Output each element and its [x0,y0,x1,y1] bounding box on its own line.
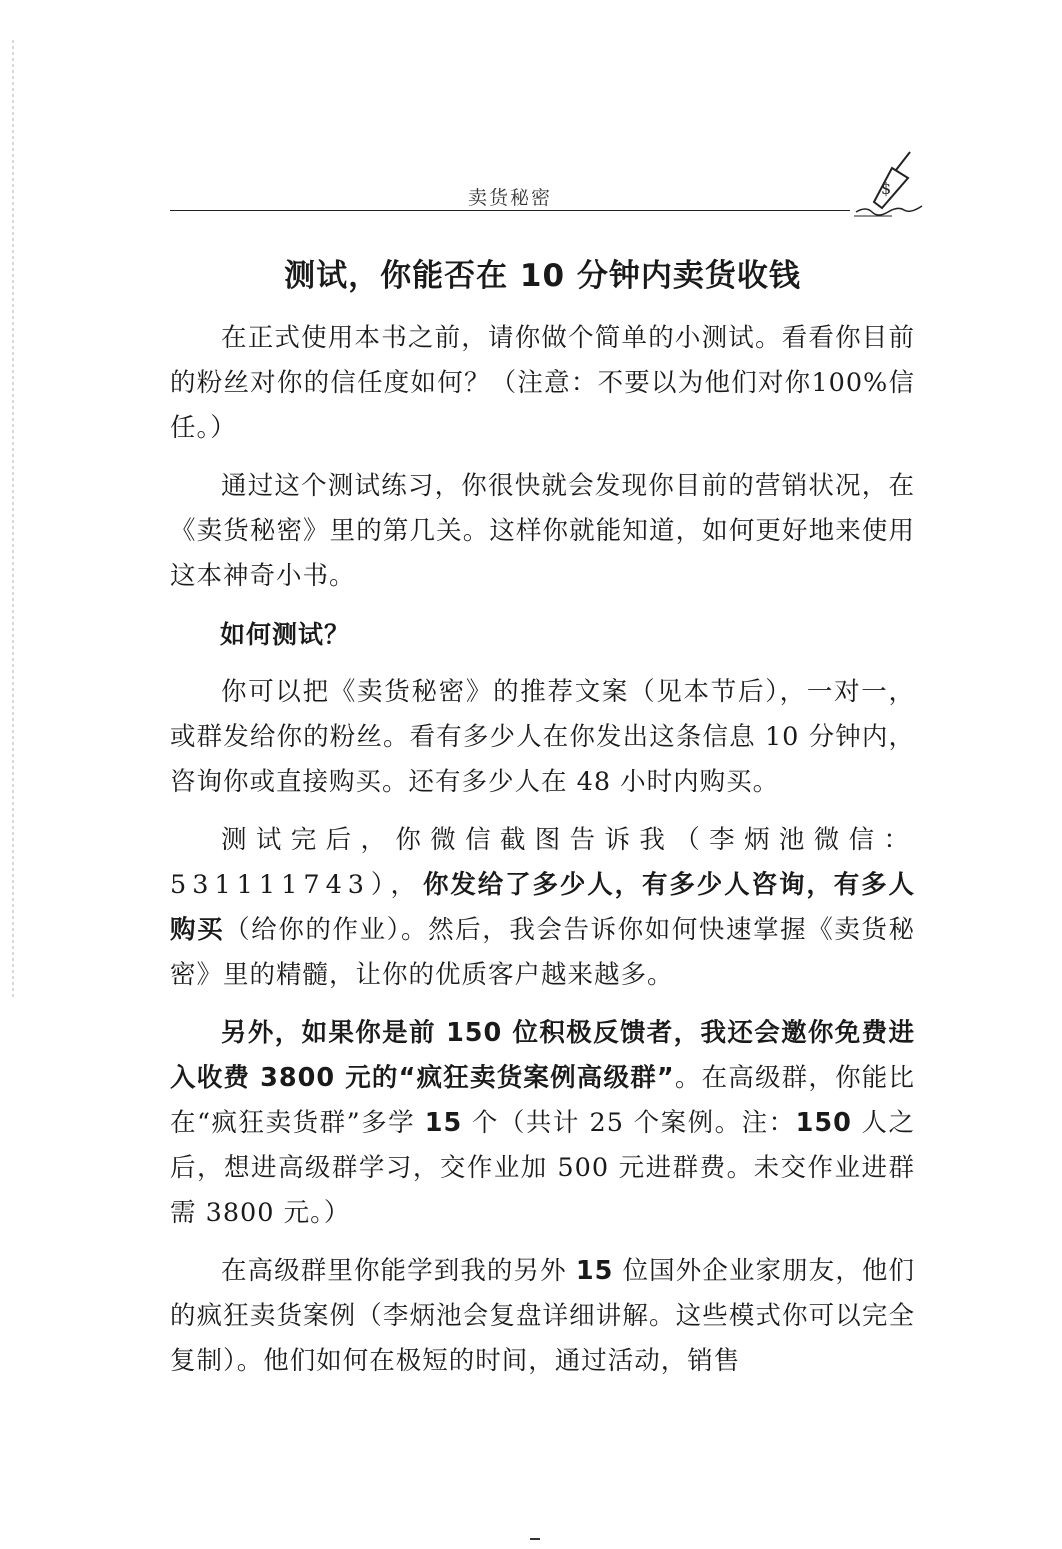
paragraph-report [170,818,915,998]
advanced-count: 15 [575,1256,614,1286]
running-header: 卖货秘密 [467,187,552,209]
section-title: 测试，你能否在 10 分钟内卖货收钱 [284,258,801,294]
offer-text-3: 人之后，想进高级群学习，交作业加 500 元进群费。未交作业进群需 3800 元。） [170,1108,915,1228]
paragraph-offer [170,1011,915,1236]
subheading-how-to-test: 如何测试？ [220,620,351,649]
header-rule [170,210,850,211]
report-intro: 测试完后，你微信截图告诉我（李炳池微信：531111743）， [170,825,915,900]
offer-text-2: 个（共计 25 个案例。注： [462,1108,796,1138]
paragraph-purpose: 通过这个测试练习，你很快就会发现你目前的营销状况，在《卖货秘密》里的第几关。这样你就能知道，如何更好地来使用这本神奇小书。 [170,471,915,591]
paragraph-method: 你可以把《卖货秘密》的推荐文案（见本节后），一对一，或群发给你的粉丝。看有多少人在你发出这条信息 10 分钟内，咨询你或直接购买。还有多少人在 48 小时内购买。 [170,677,915,797]
paragraph-advanced-group [170,1249,915,1384]
advanced-text-1: 在高级群里你能学到我的另外 [221,1256,576,1286]
paragraph-intro: 在正式使用本书之前，请你做个简单的小测试。看看你目前的粉丝对你的信任度如何？（注意：不要以为他们对你100%信任。） [170,323,915,443]
scan-edge-artifact [12,40,14,1000]
report-rest: （给你的作业）。然后，我会告诉你如何快速掌握《卖货秘密》里的精髓，让你的优质客户越来越多。 [170,915,915,990]
offer-count-2: 150 [795,1108,852,1138]
svg-text:$: $ [881,179,892,198]
offer-text-1: 。在高级群，你能比在“疯狂卖货群”多学 [170,1063,915,1138]
offer-emphasis: 另外，如果你是前 150 位积极反馈者，我还会邀你免费进入收费 3800 元的“疯狂卖货案例高级群” [170,1018,915,1093]
advanced-text-2: 位国外企业家朋友，他们的疯狂卖货案例（李炳池会复盘详细讲解。这些模式你可以完全复制）。他们如何在极短的时间，通过活动，销售 [170,1256,916,1376]
body-text [170,316,915,1397]
page-mark [530,1538,540,1540]
offer-count-1: 15 [424,1108,463,1138]
report-emphasis: 你发给了多少人，有多少人咨询，有多人购买 [170,870,915,945]
pen-nib-dollar-icon [852,150,926,224]
